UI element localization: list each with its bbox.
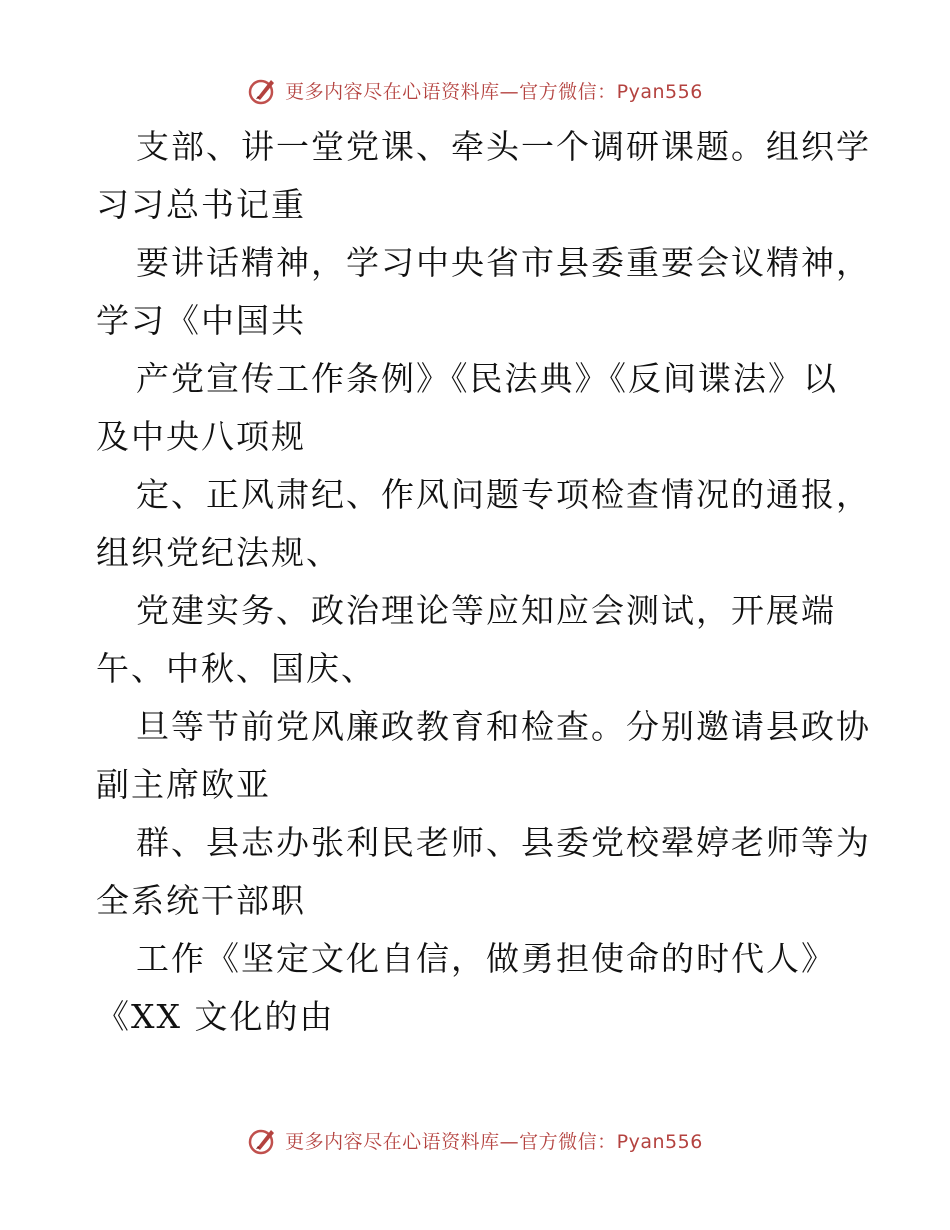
footer-watermark	[0, 1120, 950, 1160]
paragraph-line: 支部、讲一堂党课、牵头一个调研课题。组织学	[136, 127, 871, 166]
paragraph-line: 《XX 文化的由	[96, 997, 335, 1036]
paragraph-line: 要讲话精神，学习中央省市县委重要会议精神，	[136, 243, 871, 282]
paragraph-line: 副主席欧亚	[96, 765, 271, 804]
watermark-text: 更多内容尽在心语资料库—官方微信：Pyan556	[285, 1130, 703, 1153]
paragraph-line: 组织党纪法规、	[96, 533, 341, 572]
paragraph-line: 定、正风肃纪、作风问题专项检查情况的通报，	[136, 475, 871, 514]
paragraph-line: 群、县志办张利民老师、县委党校翚婷老师等为	[136, 823, 871, 862]
quill-pen-logo-icon	[247, 74, 279, 106]
paragraph-line: 全系统干部职	[96, 881, 306, 920]
quill-pen-logo-icon	[247, 1124, 279, 1156]
header-watermark	[0, 70, 950, 110]
paragraph-line: 党建实务、政治理论等应知应会测试，开展端	[136, 591, 836, 630]
paragraph-line: 工作《坚定文化自信，做勇担使命的时代人》	[136, 939, 836, 978]
paragraph-line: 午、中秋、国庆、	[96, 649, 376, 688]
paragraph-line: 学习《中国共	[96, 301, 306, 340]
document-body	[96, 118, 886, 1046]
paragraph-line: 习习总书记重	[96, 185, 306, 224]
watermark-text: 更多内容尽在心语资料库—官方微信：Pyan556	[285, 80, 703, 103]
paragraph-line: 产党宣传工作条例》《民法典》《反间谍法》以	[136, 359, 838, 398]
paragraph-line: 及中央八项规	[96, 417, 306, 456]
paragraph-line: 旦等节前党风廉政教育和检查。分别邀请县政协	[136, 707, 871, 746]
